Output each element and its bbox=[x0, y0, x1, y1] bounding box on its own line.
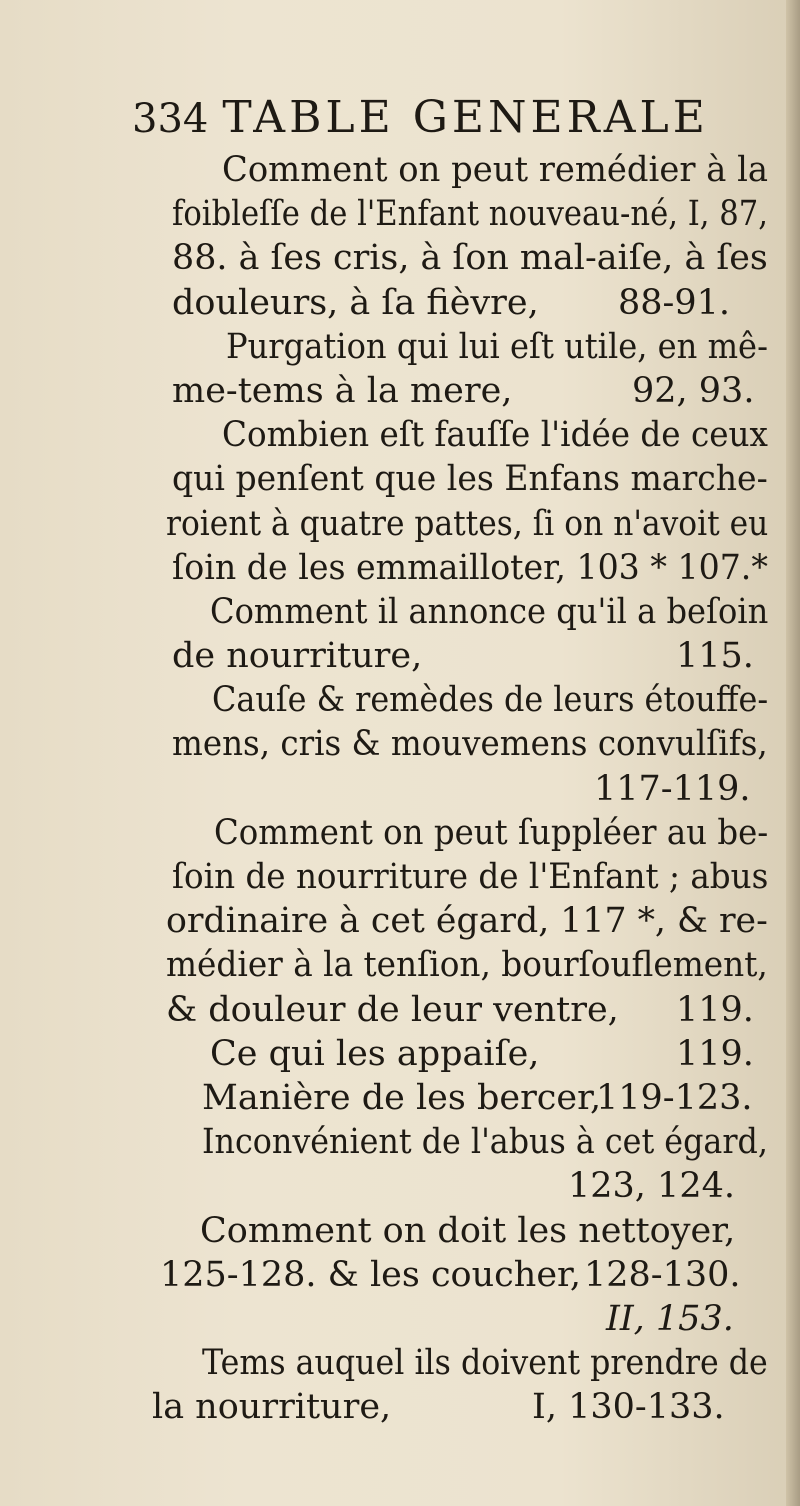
line-text: Comment on doit les nettoyer, bbox=[200, 1210, 736, 1251]
text-line bbox=[0, 1164, 800, 1208]
text-line bbox=[0, 1253, 800, 1297]
text-line bbox=[0, 988, 800, 1032]
line-text: roient à quatre pattes, ſi on n'avoit eu bbox=[166, 503, 769, 544]
text-line bbox=[0, 148, 800, 192]
page-header bbox=[132, 92, 732, 152]
line-text: Cauſe & remèdes de leurs étouffe- bbox=[212, 680, 769, 721]
text-line bbox=[0, 722, 800, 766]
line-text: Comment on peut remédier à la bbox=[222, 150, 769, 190]
line-text: ſoin de nourriture de l'Enfant ; abus bbox=[172, 857, 769, 897]
text-line bbox=[0, 1209, 800, 1253]
text-line bbox=[0, 943, 800, 987]
text-line bbox=[0, 634, 800, 678]
line-text: 88. à ſes cris, à ſon mal-aiſe, à ſes bbox=[172, 238, 768, 279]
page-reference: 119. bbox=[676, 989, 754, 1030]
line-text: Ce qui les appaiſe, bbox=[210, 1033, 540, 1074]
page-reference: 123, 124. bbox=[568, 1166, 735, 1207]
text-line bbox=[0, 1341, 800, 1385]
text-line bbox=[0, 899, 800, 943]
page-reference: 117-119. bbox=[594, 768, 751, 809]
line-text: Combien eſt fauſſe l'idée de ceux bbox=[222, 415, 768, 456]
text-line bbox=[0, 236, 800, 280]
text-line bbox=[0, 1120, 800, 1164]
page-reference: 88-91. bbox=[618, 282, 731, 323]
line-text: qui penſent que les Enfans marche- bbox=[172, 459, 768, 500]
line-text: Manière de les bercer, bbox=[202, 1077, 602, 1118]
line-text: ſoin de les emmailloter, 103 * 107.* bbox=[172, 547, 768, 588]
running-title: TABLE GENERALE bbox=[222, 92, 709, 143]
text-line bbox=[0, 678, 800, 722]
line-text: foibleſſe de l'Enfant nouveau-né, I, 87, bbox=[172, 194, 768, 235]
text-line bbox=[0, 281, 800, 325]
page-reference: 119-123. bbox=[596, 1077, 753, 1118]
text-line bbox=[0, 413, 800, 457]
page-reference: 128-130. bbox=[584, 1254, 741, 1295]
line-text: Comment il annonce qu'il a beſoin bbox=[210, 591, 769, 632]
text-line bbox=[0, 502, 800, 546]
line-text: douleurs, à ſa fièvre, bbox=[172, 282, 539, 323]
index-text bbox=[0, 148, 800, 1429]
line-text: de nourriture, bbox=[172, 636, 423, 677]
line-text: mens, cris & mouvemens convulſifs, bbox=[172, 724, 768, 765]
text-line bbox=[0, 767, 800, 811]
line-text: & douleur de leur ventre, bbox=[166, 989, 619, 1030]
text-line bbox=[0, 811, 800, 855]
text-line bbox=[0, 369, 800, 413]
line-text: ordinaire à cet égard, 117 *, & re- bbox=[166, 901, 768, 942]
text-line bbox=[0, 1385, 800, 1429]
text-line bbox=[0, 590, 800, 634]
line-text: médier à la tenſion, bourſouflement, bbox=[166, 945, 768, 986]
page-reference: 119. bbox=[676, 1033, 754, 1074]
text-line bbox=[0, 1297, 800, 1341]
text-line bbox=[0, 546, 800, 590]
page-reference: I, 130-133. bbox=[532, 1387, 725, 1428]
page-reference: II, 153. bbox=[606, 1298, 734, 1339]
text-line bbox=[0, 325, 800, 369]
line-text: Purgation qui lui eſt utile, en mê- bbox=[226, 326, 768, 367]
text-line bbox=[0, 192, 800, 236]
text-line bbox=[0, 855, 800, 899]
text-line bbox=[0, 1032, 800, 1076]
text-line bbox=[0, 1076, 800, 1120]
line-text: Tems auquel ils doivent prendre de bbox=[202, 1343, 768, 1384]
line-text: me-tems à la mere, bbox=[172, 370, 513, 411]
line-text: Inconvénient de l'abus à cet égard, bbox=[202, 1122, 768, 1163]
text-line bbox=[0, 457, 800, 501]
page-number: 334 bbox=[132, 96, 209, 142]
page-reference: 115. bbox=[676, 636, 754, 677]
line-text: la nourriture, bbox=[152, 1387, 392, 1428]
page-reference: 92, 93. bbox=[632, 370, 755, 411]
line-text: 125-128. & les coucher, bbox=[160, 1254, 582, 1295]
line-text: Comment on peut ſuppléer au be- bbox=[214, 812, 769, 853]
